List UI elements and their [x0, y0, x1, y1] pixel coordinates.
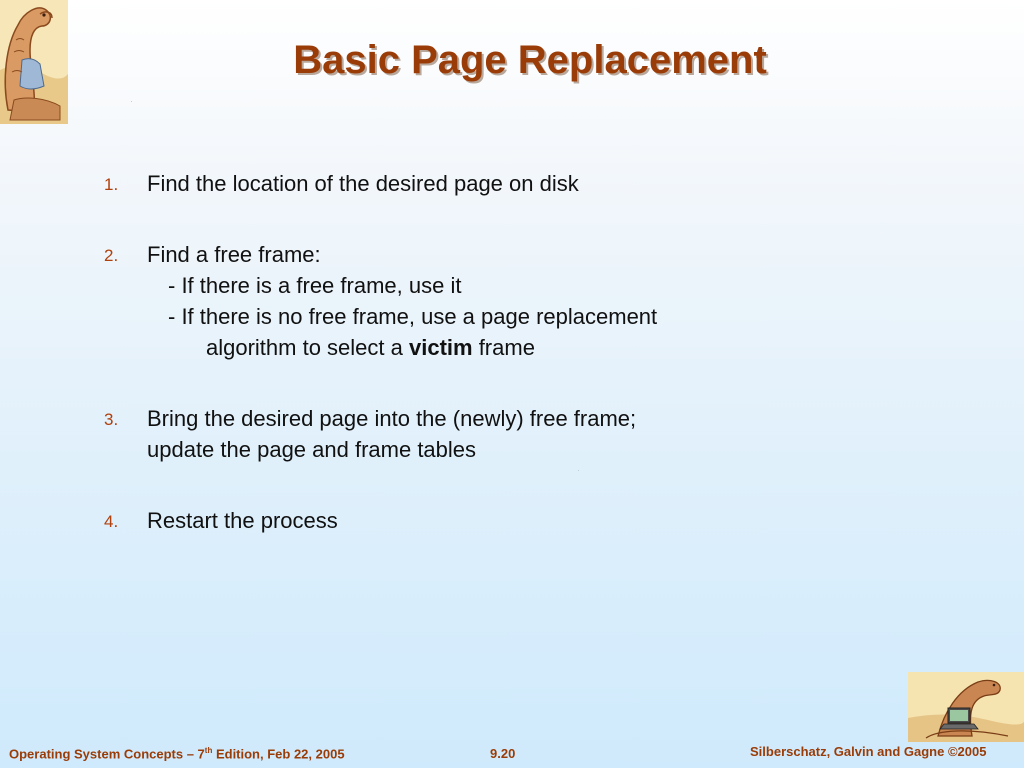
item-text: Find the location of the desired page on disk [147, 171, 579, 196]
dinosaur-reading-icon [0, 0, 68, 124]
item-number: 2. [104, 246, 119, 265]
item-number: 4. [104, 512, 119, 531]
item-text-line: update the page and frame tables [147, 437, 477, 462]
sub-text: frame [472, 335, 535, 360]
sub-point: - If there is no free frame, use a page replacement [168, 304, 658, 329]
dinosaur-laptop-icon [908, 672, 1024, 742]
sub-point-continuation [147, 332, 884, 363]
page-number: 9.20 [490, 746, 516, 761]
footer-text: Edition, Feb 22, 2005 [212, 746, 345, 762]
list-item [104, 168, 884, 199]
list-item [104, 239, 884, 363]
speck [578, 470, 579, 471]
sub-point: - If there is a free frame, use it [168, 273, 462, 298]
item-text-line: Bring the desired page into the (newly) free frame; [147, 406, 637, 431]
item-number: 1. [104, 175, 119, 194]
sub-text: algorithm to select a [206, 335, 409, 360]
footer-text: Operating System Concepts – 7 [9, 746, 205, 762]
item-text: Find a free frame: [147, 242, 321, 267]
slide-title: Basic Page Replacement [293, 38, 767, 82]
footer-authors: Silberschatz, Galvin and Gagne ©2005 [750, 744, 987, 759]
item-number: 3. [104, 410, 119, 429]
steps-list [104, 168, 884, 536]
bold-term: victim [408, 335, 473, 360]
speck [131, 101, 132, 102]
footer-course-title [9, 746, 345, 761]
list-item [104, 403, 884, 465]
item-text: Restart the process [147, 508, 338, 533]
list-item [104, 505, 884, 536]
footer-superscript: th [204, 746, 213, 755]
